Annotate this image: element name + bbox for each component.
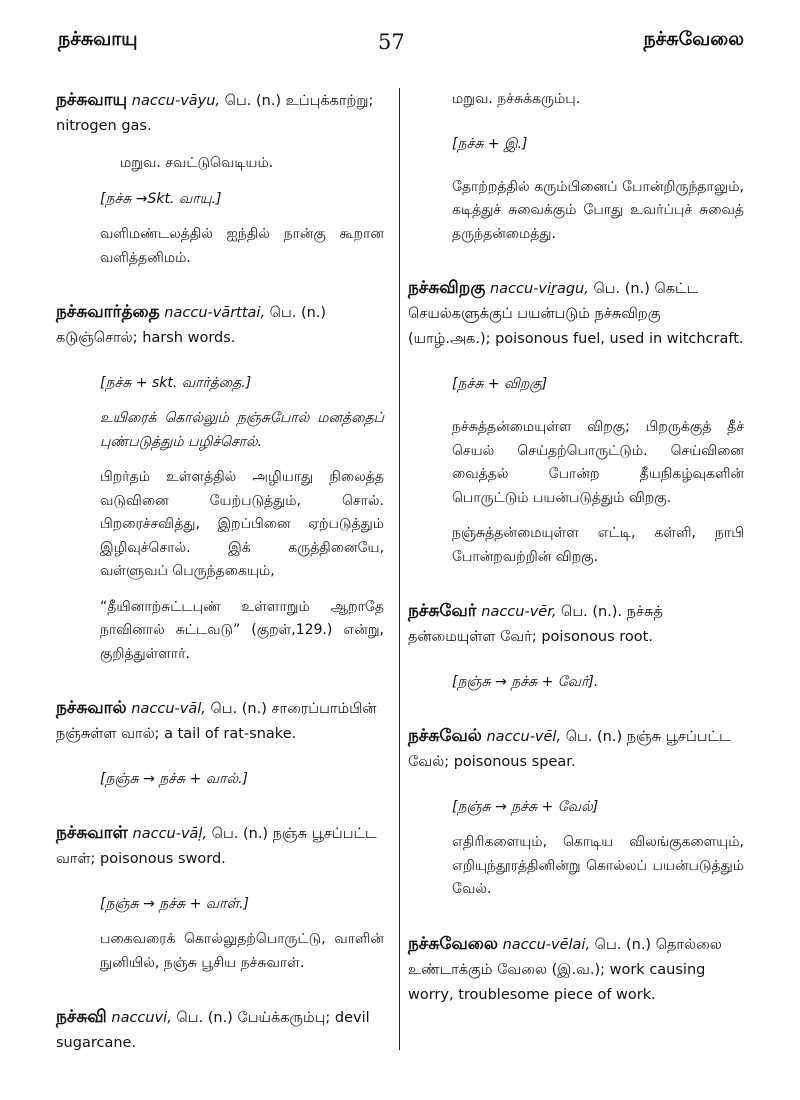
- guide-word-left: நச்சுவாயு: [58, 28, 138, 50]
- note: நச்சுத்தன்மையுள்ள விறகு; பிறருக்குத் தீச் செயல் செய்தற்பொருட்டும். செய்வினை வைத்தல் போன்ற தீயநிகழ்வுகளின் பொருட்டும் பயன்படுத்தும் விறகு.: [452, 419, 744, 506]
- entry-naccu-vel: [408, 724, 744, 775]
- headword: நச்சுவேர்: [408, 601, 477, 621]
- definition: பெ. (n.) பேய்க்கரும்பு; devil sugarcane.: [56, 1010, 370, 1051]
- definition: பெ. (n.) கெட்ட செயல்களுக்குப் பயன்படும் நச்சுவிறகு (யாழ்.அக.); poisonous fuel, used in witchcraft.: [408, 281, 744, 347]
- transliteration: naccu-vēr,: [481, 604, 557, 620]
- headword: நச்சுவாயு: [56, 90, 128, 110]
- entry-naccu-vayu: [56, 88, 384, 139]
- headword: நச்சுவால்: [56, 698, 127, 718]
- entry-naccu-varttai: [56, 300, 384, 351]
- transliteration: naccu-vēl,: [486, 729, 562, 745]
- transliteration: naccu-vāḷ,: [132, 826, 208, 842]
- etymology: [நச்சு + skt. வார்த்தை.]: [100, 375, 252, 391]
- note: பகைவரைக் கொல்லுதற்பொருட்டு, வாளின் நுனியில், நஞ்சு பூசிய நச்சுவாள்.: [100, 931, 384, 971]
- transliteration: naccu-vārttai,: [164, 305, 266, 321]
- entry-naccu-val: [56, 696, 384, 747]
- etymology: [நஞ்சு → நச்சு + வேல்]: [452, 799, 599, 815]
- note: பிறர்தம் உள்ளத்தில் அழியாது நிலைத்த வடுவினை யேற்படுத்தும், சொல். பிறரைச்சவித்து, இறப்பினை ஏற்படுத்தும் இழிவுச்சொல். இக் கருத்தினையே, வள்ளுவப் பெருந்தகையும்,: [100, 469, 384, 579]
- headword: நச்சுவாள்: [56, 823, 128, 843]
- column-divider: [399, 88, 400, 1050]
- headword: நச்சுவிறகு: [408, 278, 486, 298]
- transliteration: naccu-vēlai,: [502, 936, 591, 953]
- entry-naccu-velai: [408, 932, 744, 1008]
- definition: பெ. (n.) உப்புக்காற்று; nitrogen gas.: [56, 93, 374, 134]
- etymology: [நஞ்சு → நச்சு + வாள்.]: [100, 896, 250, 912]
- entry-naccu-val-sword: [56, 821, 384, 872]
- headword: நச்சுவேலை: [408, 933, 498, 954]
- synonym: மறுவ. நச்சுக்கரும்பு.: [452, 91, 581, 107]
- transliteration: naccu-vāyu,: [131, 93, 221, 109]
- page-number: 57: [378, 30, 405, 54]
- page-header: [0, 0, 800, 70]
- definition: பெ. (n.) சாரைப்பாம்பின் நஞ்சுள்ள வால்; a tail of rat-snake.: [56, 701, 377, 742]
- note: எதிரிகளையும், கொடிய விலங்குகளையும், எறியுந்தூரத்தினின்று கொல்லப் பயன்படுத்தும் வேல்.: [452, 834, 744, 897]
- headword: நச்சுவார்த்தை: [56, 302, 160, 322]
- entry-naccu-viragu: [408, 276, 744, 352]
- synonym: மறுவ. சவட்டுவெடியம்.: [120, 155, 274, 171]
- transliteration: naccu-viṟagu,: [489, 281, 589, 297]
- note-kural: “தீயினாற்சுட்டபுண் உள்ளாறும் ஆறாதே நாவினால் சுட்டவடு” (குறள்,129.) என்று, குறித்துள்ளார்.: [100, 598, 384, 662]
- transliteration: naccuvi,: [111, 1010, 172, 1026]
- etymology: [நஞ்சு → நச்சு + வால்.]: [100, 771, 248, 787]
- entry-naccu-ver: [408, 599, 744, 650]
- etymology: [நஞ்சு → நச்சு + வேர்].: [452, 674, 599, 690]
- definition: பெ. (n.). நச்சுத் தன்மையுள்ள வேர்; poisonous root.: [408, 604, 663, 645]
- right-column: [408, 88, 744, 1008]
- headword: நச்சுவேல்: [408, 726, 482, 746]
- entry-naccuvi: [56, 1005, 384, 1056]
- guide-word-right: நச்சுவேலை: [643, 28, 744, 50]
- etymology: [நச்சு + இ.]: [452, 135, 528, 152]
- definition: பெ. (n.) கடுஞ்சொல்; harsh words.: [56, 305, 327, 346]
- note: தோற்றத்தில் கரும்பினைப் போன்றிருந்தாலும், கடித்துச் சுவைக்கும் போது உவர்ப்புச் சுவைத் தருந்தன்மைத்து.: [452, 178, 744, 242]
- definition: பெ. (n.) தொல்லை உண்டாக்கும் வேலை (இ.வ.); work causing worry, troublesome piece of work.: [408, 936, 722, 1003]
- etymology: [நச்சு →Skt. வாயு.]: [100, 191, 222, 207]
- note: நஞ்சுத்தன்மையுள்ள எட்டி, கள்ளி, நாபி போன்றவற்றின் விறகு.: [452, 525, 744, 565]
- etymology: [நச்சு + விறகு]: [452, 376, 548, 392]
- headword: நச்சுவி: [56, 1007, 107, 1027]
- note: வளிமண்டலத்தில் ஐந்தில் நான்கு கூறான வளித்தனிமம்.: [100, 226, 384, 266]
- note-quote: உயிரைக் கொல்லும் நஞ்சுபோல் மனத்தைப் புண்படுத்தும் பழிச்சொல்.: [100, 410, 384, 450]
- definition: பெ. (n.) நஞ்சு பூசப்பட்ட வாள்; poisonous sword.: [56, 826, 377, 867]
- definition: பெ. (n.) நஞ்சு பூசப்பட்ட வேல்; poisonous spear.: [408, 729, 731, 770]
- transliteration: naccu-vāl,: [131, 701, 206, 717]
- left-column: [56, 88, 384, 1056]
